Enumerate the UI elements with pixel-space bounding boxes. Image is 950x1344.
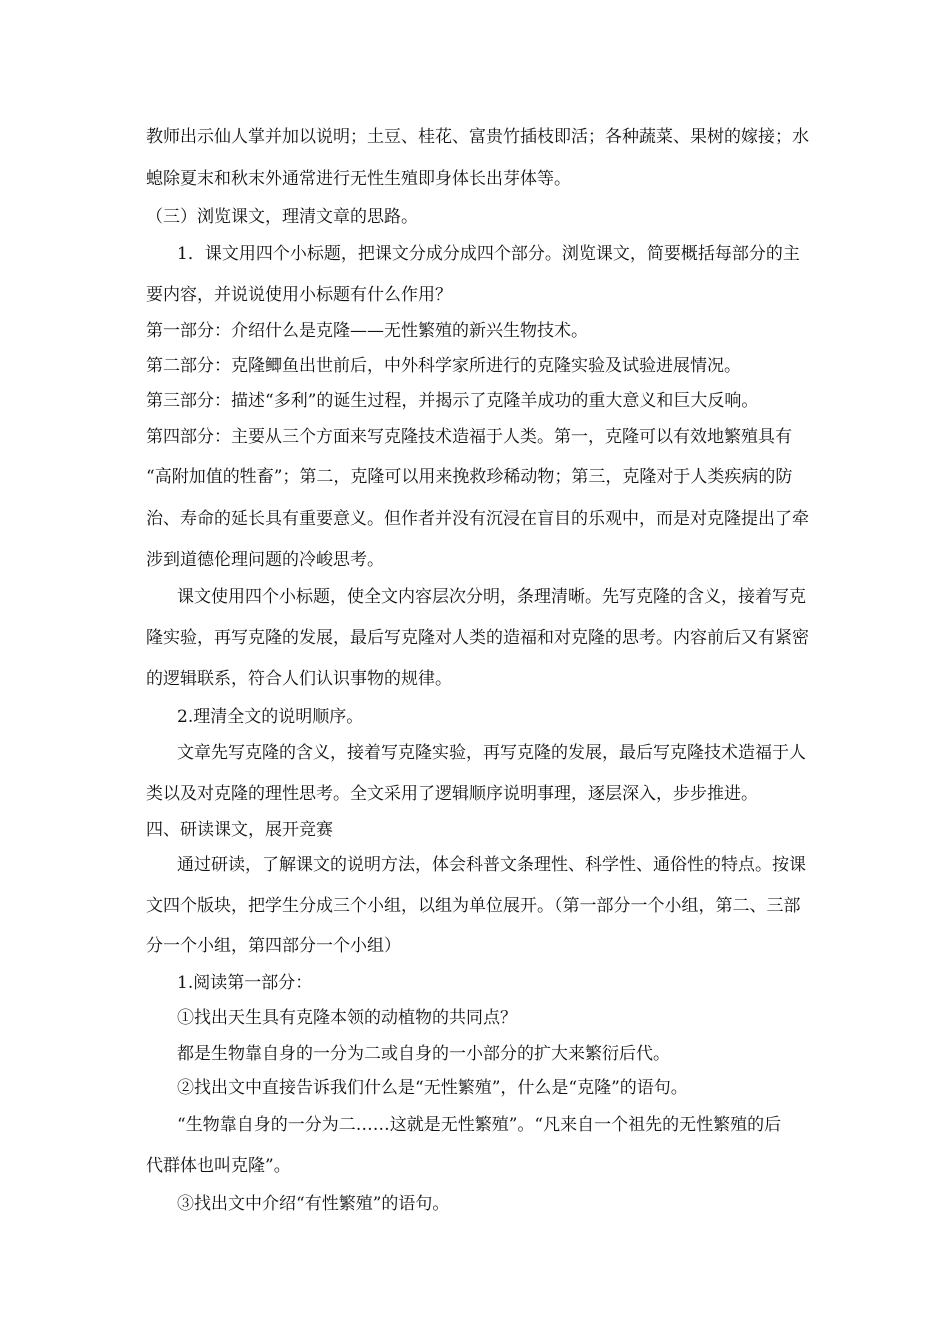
text-line: “生物靠自身的一分为二……这就是无性繁殖”。“凡来自一个祖先的无性繁殖的后	[177, 1115, 782, 1135]
text-line: 第一部分：介绍什么是克隆——无性繁殖的新兴生物技术。	[146, 321, 588, 341]
text-line: 要内容，并说说使用小标题有什么作用？	[146, 285, 452, 305]
text-line: 课文使用四个小标题，使全文内容层次分明，条理清晰。先写克隆的含义，接着写克	[177, 587, 806, 607]
text-line: 通过研读，了解课文的说明方法，体会科普文条理性、科学性、通俗性的特点。按课	[177, 855, 806, 875]
text-line: 分一个小组，第四部分一个小组）	[146, 936, 401, 956]
text-line: 治、寿命的延长具有重要意义。但作者并没有沉浸在盲目的乐观中，而是对克隆提出了牵	[146, 509, 809, 529]
text-line: 教师出示仙人掌并加以说明；土豆、桂花、富贵竹插枝即活；各种蔬菜、果树的嫁接；水	[146, 127, 809, 147]
text-line: 都是生物靠自身的一分为二或自身的一小部分的扩大来繁衍后代。	[177, 1044, 670, 1064]
section-heading: 四、研读课文，展开竞赛	[146, 820, 333, 840]
text-line: 第四部分：主要从三个方面来写克隆技术造福于人类。第一，克隆可以有效地繁殖具有	[146, 427, 792, 447]
text-line: 代群体也叫克隆”。	[146, 1156, 291, 1176]
text-line: 文章先写克隆的含义，接着写克隆实验，再写克隆的发展，最后写克隆技术造福于人	[177, 743, 806, 763]
text-line: 类以及对克隆的理性思考。全文采用了逻辑顺序说明事理，逐层深入，步步推进。	[146, 784, 758, 804]
text-line: ②找出文中直接告诉我们什么是“无性繁殖”，什么是“克隆”的语句。	[177, 1078, 688, 1098]
text-line: 1.阅读第一部分：	[177, 973, 313, 993]
text-line: ①找出天生具有克隆本领的动植物的共同点？	[177, 1008, 517, 1028]
text-line: 的逻辑联系，符合人们认识事物的规律。	[146, 669, 452, 689]
text-line: 文四个版块，把学生分成三个小组，以组为单位展开。（第一部分一个小组，第二、三部	[146, 896, 801, 916]
text-line: ③找出文中介绍“有性繁殖”的语句。	[177, 1194, 450, 1214]
text-line: 隆实验，再写克隆的发展，最后写克隆对人类的造福和对克隆的思考。内容前后又有紧密	[146, 628, 809, 648]
text-line: 2.理清全文的说明顺序。	[177, 707, 364, 727]
text-line: 螅除夏末和秋末外通常进行无性生殖即身体长出芽体等。	[146, 169, 571, 189]
text-line: 第二部分：克隆鲫鱼出世前后，中外科学家所进行的克隆实验及试验进展情况。	[146, 356, 741, 376]
text-line: 第三部分：描述“多利”的诞生过程，并揭示了克隆羊成功的重大意义和巨大反响。	[146, 391, 759, 411]
text-line: “高附加值的牲畜”；第二，克隆可以用来挽救珍稀动物；第三，克隆对于人类疾病的防	[146, 467, 793, 487]
text-line: 1．课文用四个小标题，把课文分成分成四个部分。浏览课文，简要概括每部分的主	[177, 244, 800, 264]
section-heading: （三）浏览课文，理清文章的思路。	[146, 207, 418, 227]
text-line: 涉到道德伦理问题的冷峻思考。	[146, 550, 384, 570]
